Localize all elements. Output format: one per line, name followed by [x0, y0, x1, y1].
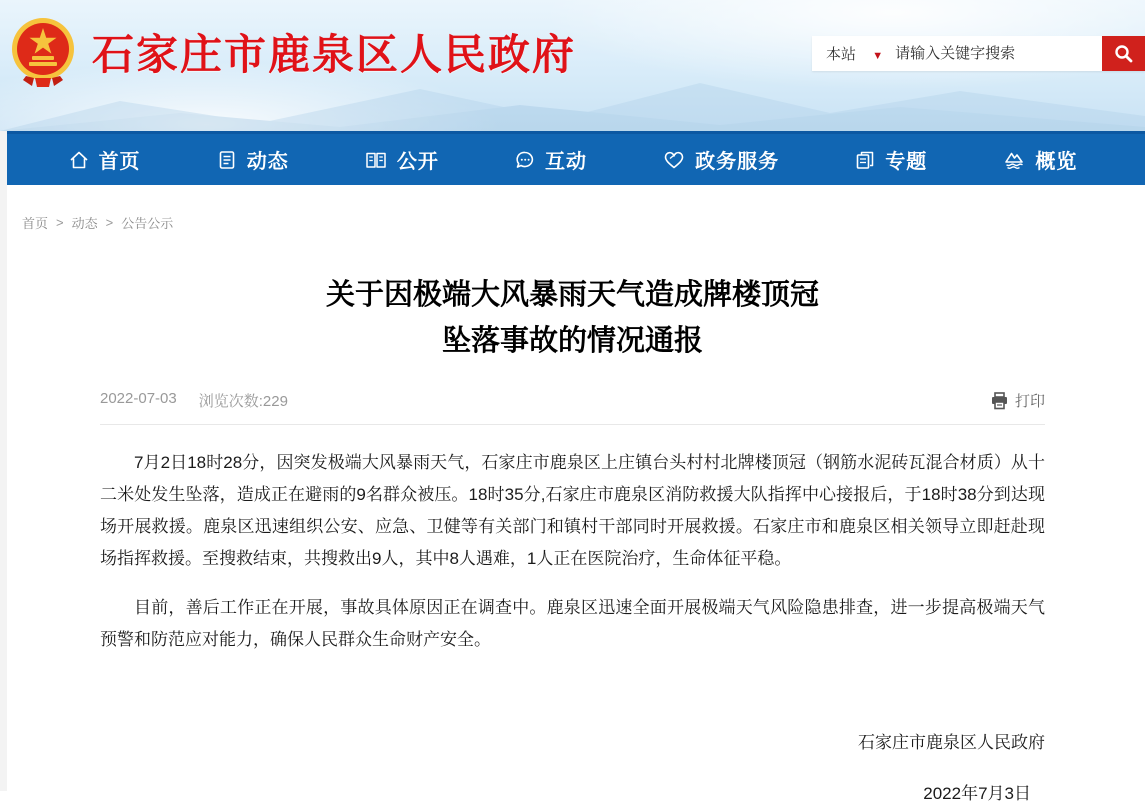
- breadcrumb: [0, 185, 1145, 232]
- news-icon: [216, 149, 238, 171]
- nav-item-overview[interactable]: [1002, 145, 1077, 174]
- overview-mountain-icon: [1002, 149, 1026, 171]
- nav-label: 政务服务: [695, 151, 780, 173]
- site-header: [0, 0, 1145, 131]
- content-area: [0, 185, 1145, 803]
- signature-block: [100, 728, 1045, 804]
- heart-service-icon: [662, 149, 686, 171]
- search-scope-select[interactable]: [812, 43, 895, 64]
- publish-date: 2022-07-03: [100, 390, 177, 407]
- site-title: 石家庄市鹿泉区人民政府: [92, 31, 577, 78]
- article: [100, 272, 1045, 804]
- chevron-down-icon: ▼: [872, 50, 884, 62]
- nav-label: 公开: [396, 151, 439, 173]
- search-scope-label: 本站: [826, 46, 857, 63]
- signature-date: 2022年7月3日: [923, 784, 1031, 803]
- printer-icon: [990, 392, 1009, 410]
- article-meta: [100, 390, 1045, 425]
- nav-label: 概览: [1035, 151, 1078, 173]
- topic-doc-icon: [854, 149, 876, 171]
- breadcrumb-separator: >: [105, 215, 114, 230]
- paragraph: 7月2日18时28分，因突发极端大风暴雨天气，石家庄市鹿泉区上庄镇台头村村北牌楼顶冠（钢筋水泥砖瓦混合材质）从十二米处发生坠落，造成正在避雨的9名群众被压。18时35分,石家庄市鹿泉区消防救援大队指挥中心接报后，于18时38分到达现场开展救援。鹿泉区迅速组织公安、应急、卫健等有关部门和镇村干部同时开展救援。石家庄市和鹿泉区相关领导立即赶赴现场指挥救援。至搜救结束，共搜救出9人，其中8人遇难，1人正在医院治疗，生命体征平稳。: [100, 453, 1045, 568]
- nav-item-interact[interactable]: [514, 145, 587, 174]
- search-bar: [812, 36, 1145, 71]
- article-title: [100, 272, 1045, 364]
- nav-item-services[interactable]: [662, 145, 779, 174]
- nav-label: 专题: [885, 151, 928, 173]
- nav-item-topics[interactable]: [854, 145, 927, 174]
- article-title-line2: 坠落事故的情况通报: [441, 325, 703, 357]
- open-book-icon: [364, 149, 388, 171]
- print-button[interactable]: [990, 390, 1045, 411]
- national-emblem-logo: [8, 16, 78, 88]
- nav-item-home[interactable]: [68, 145, 141, 174]
- nav-item-news[interactable]: [216, 145, 289, 174]
- breadcrumb-home[interactable]: 首页: [22, 216, 49, 231]
- breadcrumb-news[interactable]: 动态: [71, 216, 98, 231]
- print-label: 打印: [1014, 393, 1045, 410]
- nav-label: 动态: [246, 151, 289, 173]
- article-body: [100, 447, 1045, 656]
- nav-label: 互动: [544, 151, 587, 173]
- search-input[interactable]: [895, 45, 1094, 62]
- signature-author: 石家庄市鹿泉区人民政府: [858, 733, 1045, 752]
- chat-icon: [514, 149, 536, 171]
- home-icon: [68, 149, 90, 171]
- breadcrumb-separator: >: [56, 215, 64, 230]
- search-icon: [1113, 43, 1134, 64]
- paragraph: 目前，善后工作正在开展，事故具体原因正在调查中。鹿泉区迅速全面开展极端天气风险隐患排查，进一步提高极端天气预警和防范应对能力，确保人民群众生命财产安全。: [100, 598, 1045, 649]
- main-navigation: [0, 131, 1145, 185]
- article-title-line1: 关于因极端大风暴雨天气造成牌楼顶冠: [325, 279, 819, 311]
- window-edge-strip: [0, 131, 7, 791]
- search-button[interactable]: [1102, 36, 1145, 71]
- nav-label: 首页: [98, 151, 141, 173]
- view-count: 浏览次数:229: [198, 393, 288, 410]
- nav-item-open[interactable]: [364, 145, 439, 174]
- breadcrumb-announcements[interactable]: 公告公示: [121, 216, 174, 231]
